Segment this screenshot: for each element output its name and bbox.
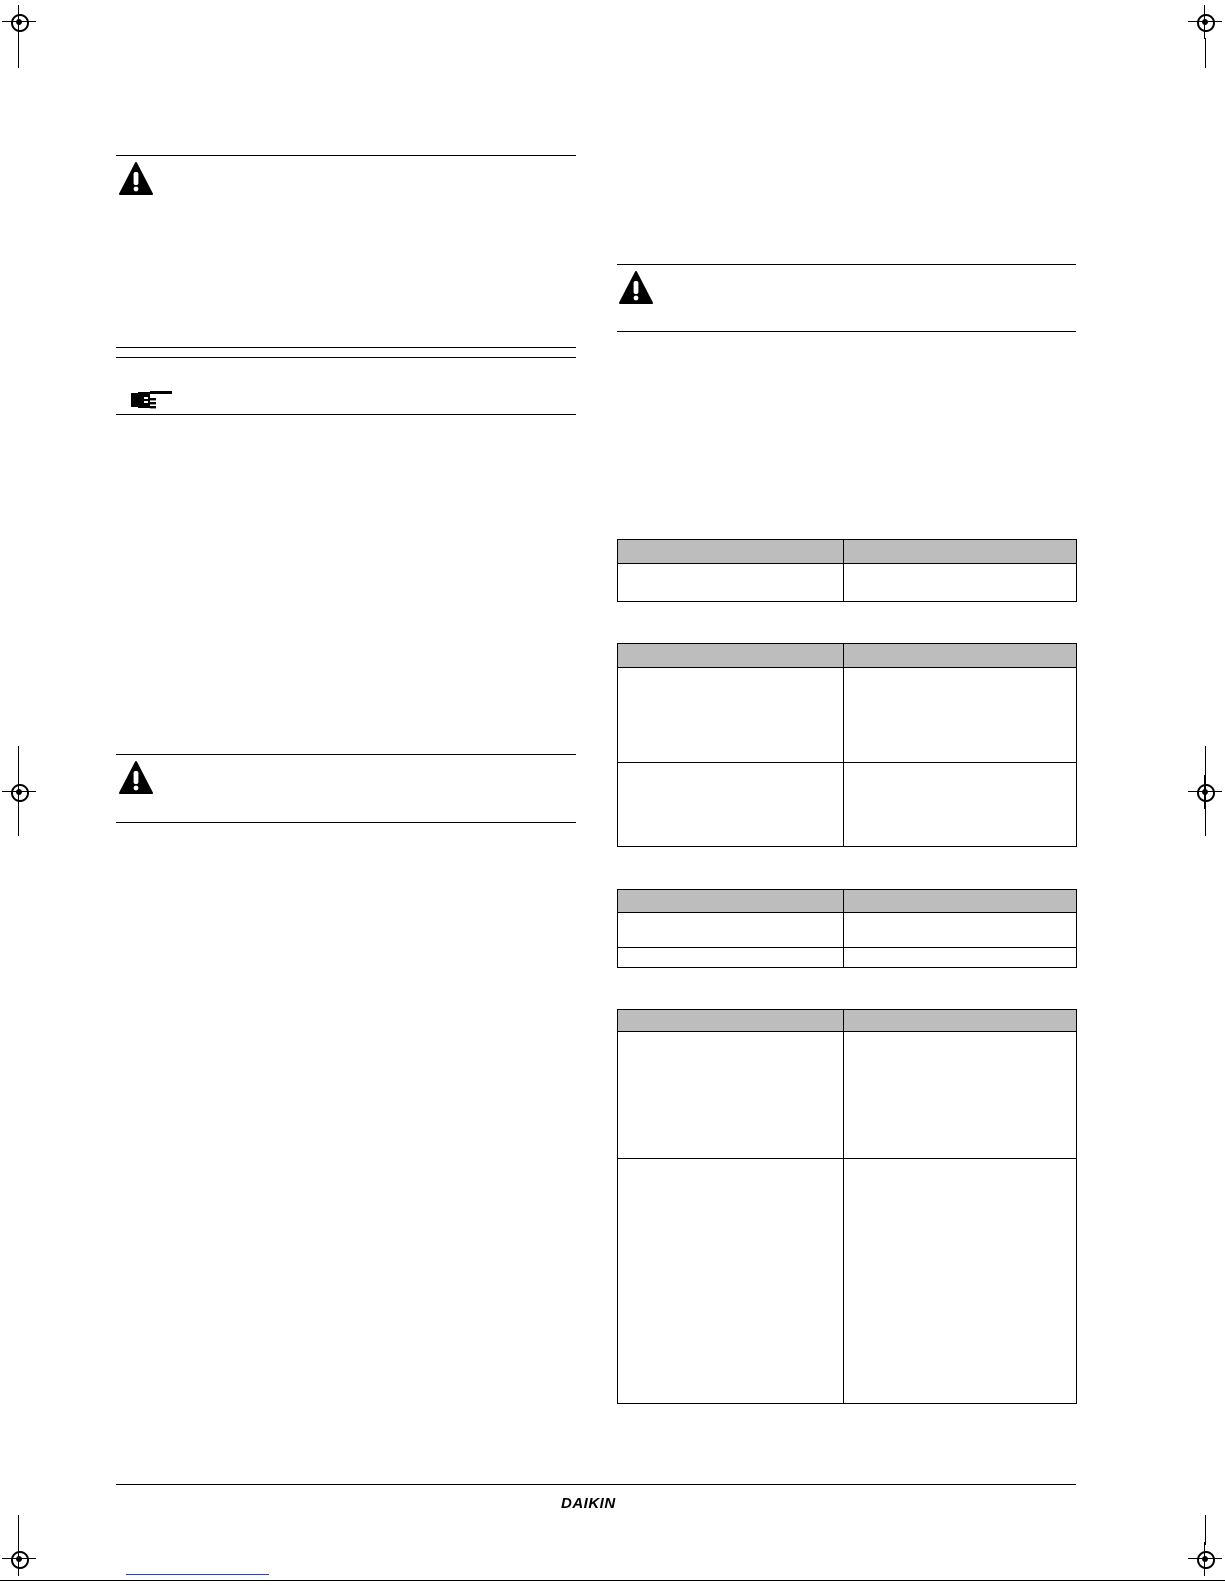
registration-mark-icon <box>8 1548 30 1570</box>
table-4 <box>617 1009 1077 1404</box>
daikin-logo <box>561 1495 631 1512</box>
table-header-row <box>618 644 1076 667</box>
crop-mark <box>18 1515 19 1545</box>
table-row <box>618 667 1076 762</box>
table-header-cell <box>844 644 1076 667</box>
table-cell <box>618 1032 844 1158</box>
table-row <box>618 1031 1076 1158</box>
table-2 <box>617 643 1077 847</box>
table-header-row <box>618 1010 1076 1031</box>
warning-box-top-rule <box>116 155 576 156</box>
warning-box-bottom-rule <box>617 331 1076 332</box>
table-cell <box>844 913 1076 947</box>
warning-triangle-icon <box>118 760 154 796</box>
table-header-cell <box>844 540 1076 563</box>
warning-box-bottom-rule <box>116 347 576 348</box>
table-3 <box>617 889 1077 968</box>
table-cell <box>618 1159 844 1403</box>
link-underline[interactable] <box>126 1574 269 1575</box>
warning-triangle-icon <box>618 270 654 306</box>
table-1 <box>617 539 1077 602</box>
registration-mark-icon <box>1194 1548 1216 1570</box>
table-row <box>618 563 1076 601</box>
crop-mark <box>18 746 19 836</box>
table-header-row <box>618 890 1076 912</box>
table-header-row <box>618 540 1076 563</box>
table-header-cell <box>618 540 844 563</box>
table-cell <box>844 948 1076 967</box>
table-cell <box>844 668 1076 762</box>
table-header-cell <box>618 644 844 667</box>
table-cell <box>618 763 844 846</box>
table-cell <box>618 948 844 967</box>
table-row <box>618 762 1076 846</box>
footer-rule <box>116 1484 1076 1485</box>
warning-box-top-rule <box>617 264 1076 265</box>
warning-box-bottom-rule <box>116 822 576 823</box>
page-edge-rule <box>0 1580 1225 1581</box>
table-cell <box>844 763 1076 846</box>
table-cell <box>618 913 844 947</box>
table-row <box>618 1158 1076 1403</box>
table-row <box>618 947 1076 967</box>
registration-mark-icon <box>8 11 30 33</box>
table-header-cell <box>844 890 1076 912</box>
note-box-bottom-rule <box>116 414 576 415</box>
warning-box-top-rule <box>116 754 576 755</box>
pointing-hand-note-icon <box>130 386 172 412</box>
table-cell <box>844 1159 1076 1403</box>
note-box-top-rule <box>116 357 576 358</box>
table-header-cell <box>618 1010 844 1031</box>
logo-text: DAIKIN <box>561 1495 616 1512</box>
table-header-cell <box>618 890 844 912</box>
crop-mark <box>1205 1515 1206 1545</box>
table-cell <box>844 1032 1076 1158</box>
crop-mark <box>1205 38 1206 68</box>
crop-mark <box>18 38 19 68</box>
table-cell <box>618 564 844 601</box>
table-row <box>618 912 1076 947</box>
table-header-cell <box>844 1010 1076 1031</box>
registration-mark-icon <box>1194 11 1216 33</box>
warning-triangle-icon <box>118 161 154 197</box>
crop-mark <box>1205 746 1206 836</box>
table-cell <box>844 564 1076 601</box>
table-cell <box>618 668 844 762</box>
registration-mark-icon <box>8 781 30 803</box>
